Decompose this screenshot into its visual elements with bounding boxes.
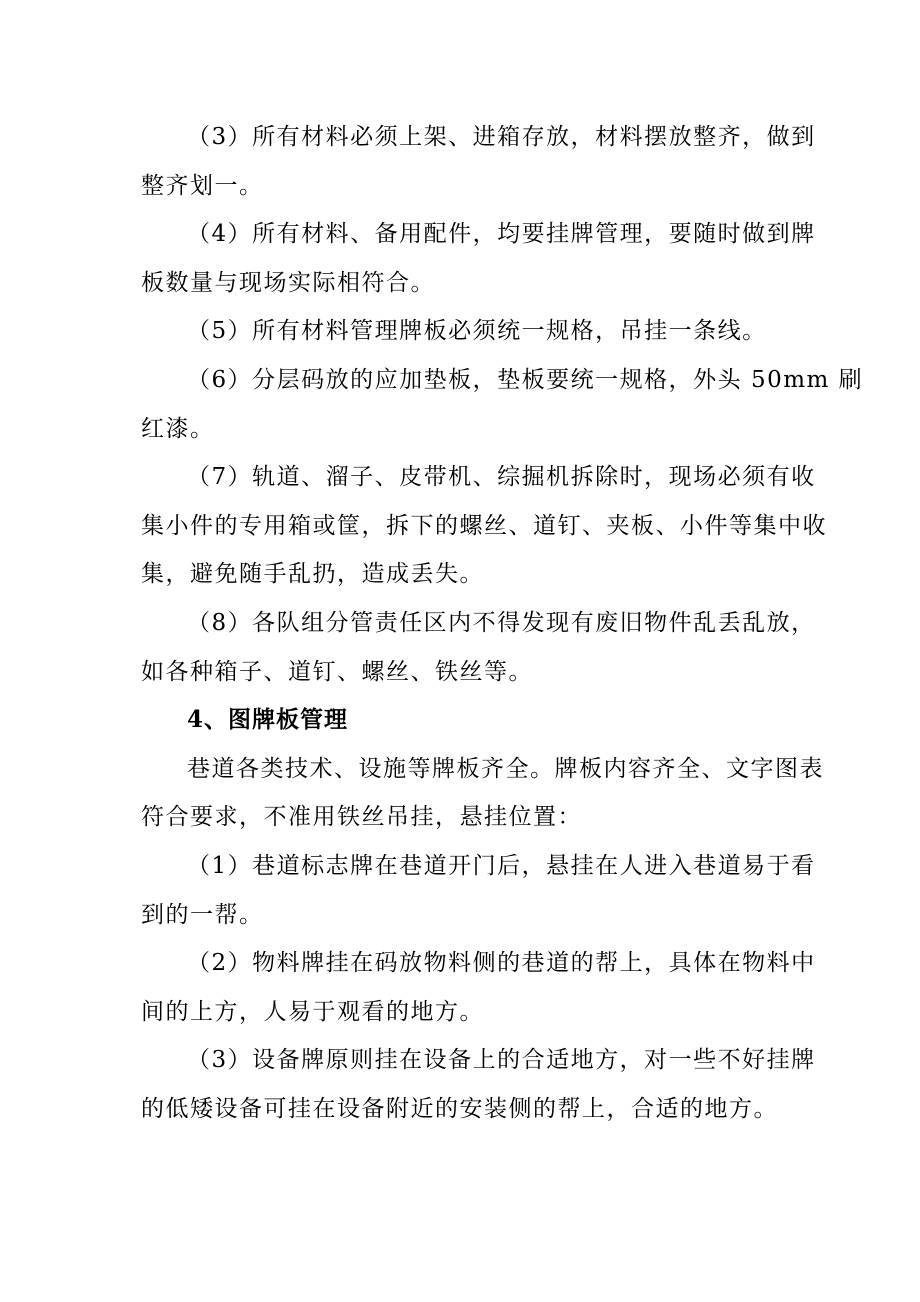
- text-line: （7）轨道、溜子、皮带机、综掘机拆除时，现场必须有收: [187, 464, 816, 491]
- document-body: [141, 113, 864, 1133]
- text-line: （3）设备牌原则挂在设备上的合适地方，对一些不好挂牌: [187, 1047, 816, 1074]
- text-line: 的低矮设备可挂在设备附近的安装侧的帮上，合适的地方。: [141, 1095, 778, 1122]
- text-line: 集小件的专用箱或筐，拆下的螺丝、道钉、夹板、小件等集中收: [141, 512, 827, 539]
- paragraph-item-6: [141, 356, 864, 453]
- text-line: （5）所有材料管理牌板必须统一规格，吊挂一条线。: [187, 318, 767, 345]
- text-line: （8）各队组分管责任区内不得发现有废旧物件乱丢乱放，: [187, 609, 816, 636]
- text-line: 间的上方，人易于观看的地方。: [141, 998, 484, 1025]
- section-heading: 4、图牌板管理: [187, 706, 349, 734]
- text-line: 符合要求，不准用铁丝吊挂，悬挂位置：: [141, 804, 582, 831]
- section-item-2: [141, 939, 816, 1036]
- paragraph-item-5: [141, 307, 781, 356]
- text-line: 红漆。: [141, 415, 215, 442]
- text-line: （6）分层码放的应加垫板，垫板要统一规格，外头 50mm 刷: [187, 366, 864, 393]
- text-line: 到的一帮。: [141, 901, 264, 928]
- text-line: （4）所有材料、备用配件，均要挂牌管理，要随时做到牌: [187, 221, 816, 248]
- text-line: 集，避免随手乱扔，造成丢失。: [141, 561, 484, 588]
- section-intro: [141, 745, 824, 842]
- section-item-3: [141, 1036, 816, 1133]
- text-line: 如各种箱子、道钉、螺丝、铁丝等。: [141, 658, 533, 685]
- text-line: （1）巷道标志牌在巷道开门后，悬挂在人进入巷道易于看: [187, 852, 816, 879]
- section-item-1: [141, 842, 816, 939]
- text-line: 巷道各类技术、设施等牌板齐全。牌板内容齐全、文字图表: [187, 755, 824, 782]
- paragraph-item-3: [141, 113, 816, 210]
- text-line: 板数量与现场实际相符合。: [141, 269, 435, 296]
- text-line: （3）所有材料必须上架、进箱存放，材料摆放整齐，做到: [187, 124, 816, 150]
- paragraph-item-4: [141, 210, 816, 307]
- text-line: （2）物料牌挂在码放物料侧的巷道的帮上，具体在物料中: [187, 950, 816, 977]
- text-line: 整齐划一。: [141, 172, 264, 199]
- paragraph-item-7: [141, 453, 827, 599]
- paragraph-item-8: [141, 599, 816, 696]
